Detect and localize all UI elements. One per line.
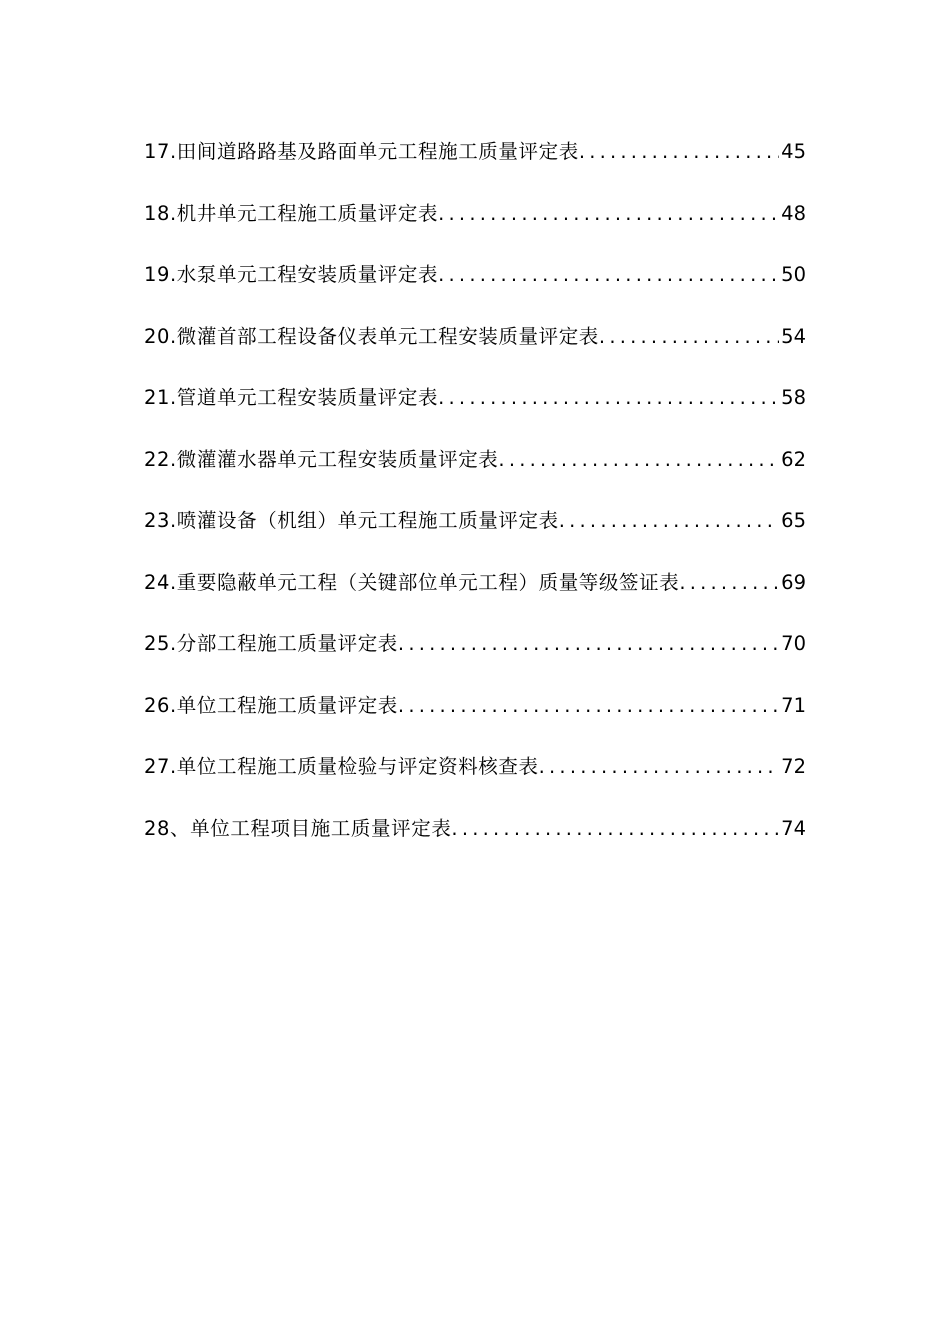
toc-entry-page: 45 [781,140,806,163]
toc-dot-leader [679,565,779,601]
toc-entry-title: 17.田间道路路基及路面单元工程施工质量评定表 [144,140,579,163]
toc-entry[interactable] [144,134,806,196]
toc-entry[interactable] [144,196,806,258]
toc-entry-title: 28、单位工程项目施工质量评定表 [144,816,452,840]
toc-entry-title: 24.重要隐蔽单元工程（关键部位单元工程）质量等级签证表 [144,570,680,594]
toc-entry-title: 18.机井单元工程施工质量评定表 [144,201,439,225]
toc-entry[interactable] [144,380,806,442]
table-of-contents [144,134,806,872]
toc-entry[interactable] [144,626,806,688]
toc-dot-leader [451,811,779,847]
toc-entry-page: 62 [781,447,806,471]
toc-entry-page: 72 [781,755,806,778]
toc-entry-page: 74 [781,816,806,840]
toc-entry[interactable] [144,257,806,319]
toc-dot-leader [398,688,779,724]
toc-entry[interactable] [144,442,806,504]
toc-entry-title: 21.管道单元工程安装质量评定表 [144,386,439,409]
toc-dot-leader [438,196,779,232]
toc-dot-leader [438,257,779,293]
toc-dot-leader [398,626,779,662]
toc-entry-page: 48 [781,201,806,225]
toc-entry[interactable] [144,319,806,381]
toc-dot-leader [599,319,779,355]
toc-entry-title: 25.分部工程施工质量评定表 [144,632,398,655]
toc-entry-page: 54 [781,324,806,348]
toc-entry-title: 19.水泵单元工程安装质量评定表 [144,263,439,286]
toc-entry-page: 58 [781,386,806,409]
toc-dot-leader [498,442,779,478]
toc-entry[interactable] [144,503,806,565]
toc-entry-title: 26.单位工程施工质量评定表 [144,693,398,717]
toc-entry-title: 27.单位工程施工质量检验与评定资料核查表 [144,755,539,778]
toc-entry[interactable] [144,749,806,811]
toc-dot-leader [539,749,780,785]
toc-entry-page: 71 [781,693,806,717]
toc-dot-leader [579,134,779,170]
toc-entry[interactable] [144,565,806,627]
toc-entry[interactable] [144,688,806,750]
toc-dot-leader [559,503,779,539]
toc-entry-page: 70 [781,632,806,655]
toc-dot-leader [438,380,779,416]
toc-entry-title: 22.微灌灌水器单元工程安装质量评定表 [144,447,499,471]
toc-entry-page: 65 [781,509,806,532]
toc-entry-page: 50 [781,263,806,286]
toc-entry-title: 20.微灌首部工程设备仪表单元工程安装质量评定表 [144,324,599,348]
toc-entry[interactable] [144,811,806,873]
toc-entry-title: 23.喷灌设备（机组）单元工程施工质量评定表 [144,509,559,532]
toc-entry-page: 69 [781,570,806,594]
